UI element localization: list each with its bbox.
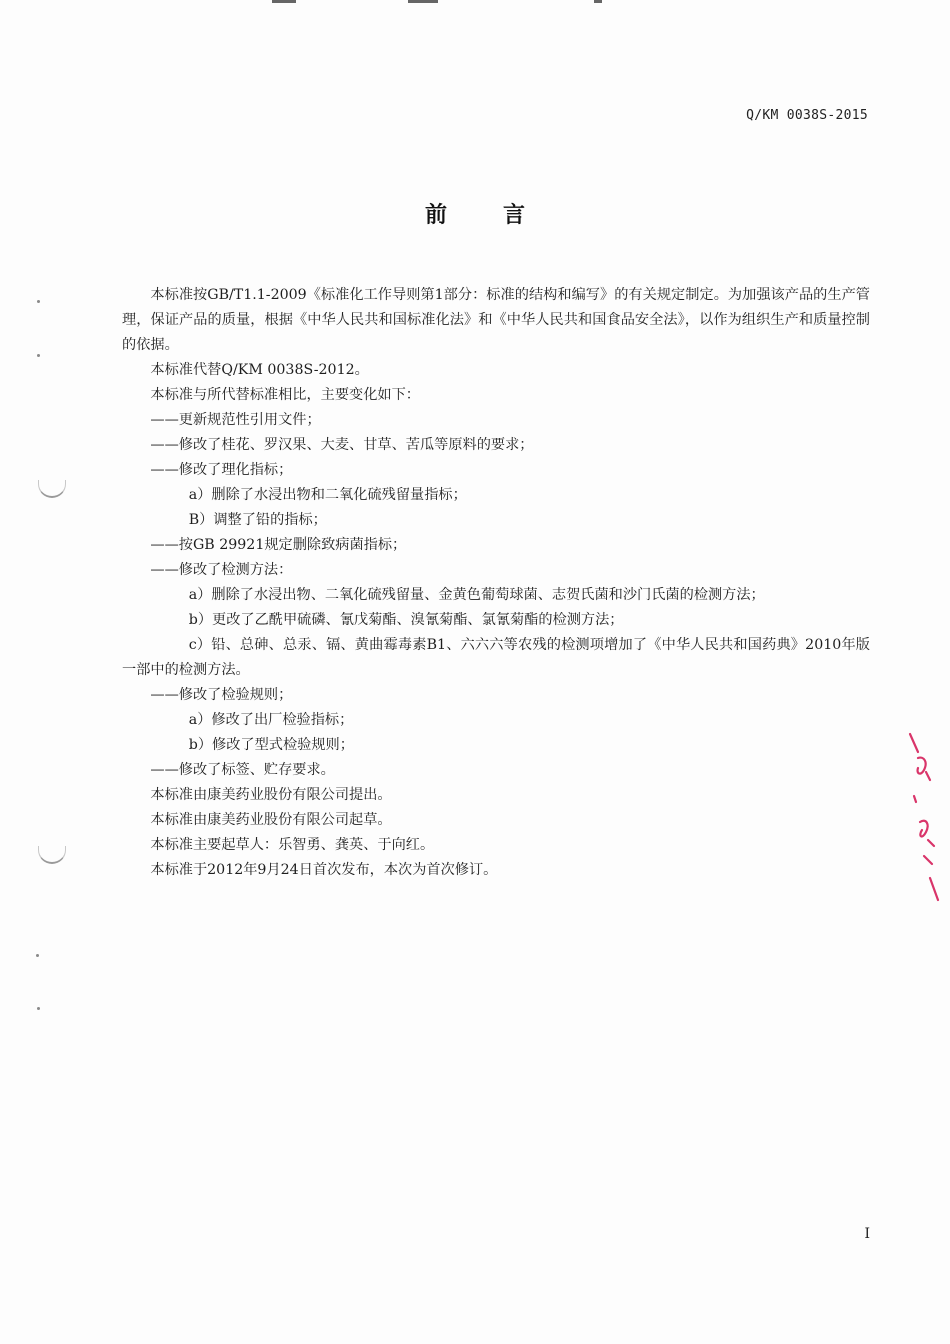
change-item: ——按GB 29921规定删除致病菌指标； [150,537,407,553]
paragraph-drafter: 本标准由康美药业股份有限公司起草。 [150,812,392,828]
change-item: ——修改了检测方法： [150,562,293,578]
change-sub-item: a）修改了出厂检验指标； [188,712,354,728]
paragraph-intro: 本标准按GB/T1.1-2009《标准化工作导则第1部分：标准的结构和编写》的有关规定制定。为加强该产品的生产管理，保证产品的质量，根据《中华人民共和国标准化法》和《中华人民共和国食品安全法》，以作为组织生产和质量控制的依据。 [122,287,870,353]
paragraph-changes-lead: 本标准与所代替标准相比，主要变化如下： [150,387,420,403]
document-body [122,283,870,883]
page-number: I [864,1226,870,1242]
change-item: ——修改了检验规则； [150,687,293,703]
change-item: ——修改了标签、贮存要求。 [150,762,335,778]
change-sub-item: c）铅、总砷、总汞、镉、黄曲霉毒素B1、六六六等农残的检测项增加了《中华人民共和国药典》2010年版一部中的检测方法。 [122,637,870,678]
paragraph-release-history: 本标准于2012年9月24日首次发布，本次为首次修订。 [150,862,498,878]
scan-speck [37,1007,40,1010]
change-item: ——修改了桂花、罗汉果、大麦、甘草、苦瓜等原料的要求； [150,437,534,453]
change-sub-item: b）修改了型式检验规则； [188,737,354,753]
scan-speck [37,354,40,357]
scan-speck [37,300,40,303]
change-sub-item: a）删除了水浸出物和二氧化硫残留量指标； [188,487,467,503]
binder-hole-mark [38,480,66,498]
change-item: ——修改了理化指标； [150,462,293,478]
change-sub-item: a）删除了水浸出物、二氧化硫残留量、金黄色葡萄球菌、志贺氏菌和沙门氏菌的检测方法； [188,587,765,603]
paragraph-proposer: 本标准由康美药业股份有限公司提出。 [150,787,392,803]
change-sub-item: B）调整了铅的指标； [188,512,327,528]
scan-speck [36,954,39,957]
change-sub-item: b）更改了乙酰甲硫磷、氰戊菊酯、溴氰菊酯、氯氰菊酯的检测方法； [188,612,624,628]
scan-top-edge-marks [0,0,950,6]
binder-hole-mark [38,846,66,864]
page-title: 前言 [424,203,581,228]
paragraph-replaces: 本标准代替Q/KM 0038S-2012。 [150,362,369,378]
paragraph-authors: 本标准主要起草人：乐智勇、龚英、于向红。 [150,837,435,853]
change-item: ——更新规范性引用文件； [150,412,321,428]
document-code: Q/KM 0038S-2015 [746,108,868,123]
handwritten-annotation [904,728,944,908]
